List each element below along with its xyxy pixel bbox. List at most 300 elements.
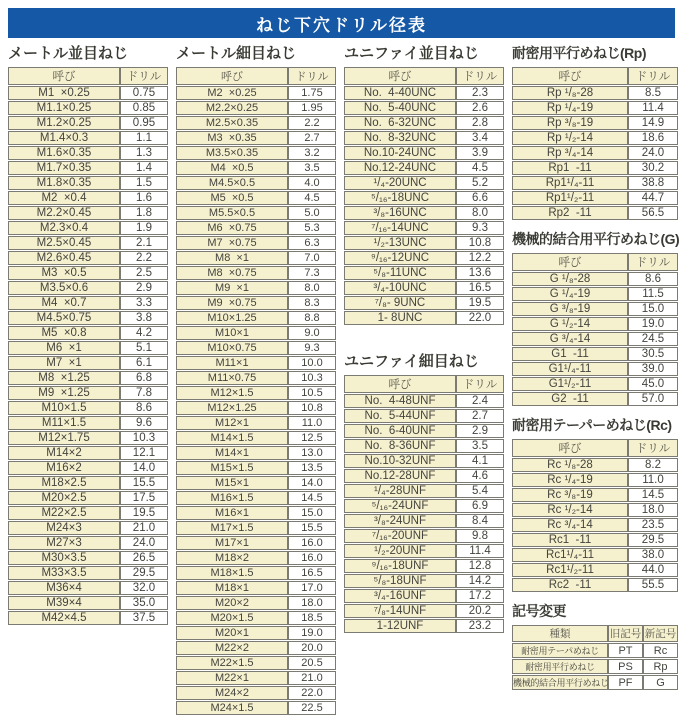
drill-value-cell: 0.95: [120, 116, 168, 130]
drill-value-cell: 11.5: [628, 287, 678, 301]
table-row: [176, 431, 336, 445]
drill-value-cell: 2.1: [120, 236, 168, 250]
table-row: [176, 491, 336, 505]
table-row: [8, 176, 168, 190]
drill-value-cell: 23.2: [456, 619, 504, 633]
thread-name-cell: Rp ³/₈-19: [512, 116, 628, 130]
drill-value-cell: 21.0: [120, 521, 168, 535]
thread-name-cell: M16×2: [8, 461, 120, 475]
thread-name-cell: M8 ×1.25: [8, 371, 120, 385]
drill-value-cell: 15.5: [288, 521, 336, 535]
table-row: [512, 548, 678, 562]
thread-name-cell: M4 ×0.7: [8, 296, 120, 310]
drill-value-cell: 18.0: [288, 596, 336, 610]
table-row: [344, 619, 504, 633]
thread-name-cell: No. 8-32UNC: [344, 131, 456, 145]
thread-name-cell: ¹/₂-13UNC: [344, 236, 456, 250]
drill-value-cell: 14.5: [288, 491, 336, 505]
drill-value-cell: 12.8: [456, 559, 504, 573]
thread-name-cell: Rc ¹/₈-28: [512, 458, 628, 472]
drill-value-cell: 12.1: [120, 446, 168, 460]
table-header-row: [8, 67, 168, 85]
table-row: [176, 326, 336, 340]
table-row: [8, 236, 168, 250]
thread-name-cell: G2 -11: [512, 392, 628, 406]
thread-name-cell: G ¹/₂-14: [512, 317, 628, 331]
table-row: [344, 101, 504, 115]
drill-value-cell: 2.6: [456, 101, 504, 115]
drill-value-cell: 16.0: [288, 536, 336, 550]
table-row: [512, 161, 678, 175]
thread-name-cell: No. 6-32UNC: [344, 116, 456, 130]
table-row: [344, 409, 504, 423]
drill-value-cell: 24.0: [628, 146, 678, 160]
drill-column-header: ドリル: [628, 253, 678, 271]
thread-name-cell: Rp ¹/₄-19: [512, 101, 628, 115]
table-row: [512, 675, 678, 690]
thread-name-cell: No. 6-40UNF: [344, 424, 456, 438]
section-heading-symbol-change: 記号変更: [512, 603, 566, 619]
thread-name-cell: M3 ×0.5: [8, 266, 120, 280]
thread-name-cell: M33×3.5: [8, 566, 120, 580]
drill-value-cell: 1.75: [288, 86, 336, 100]
page-title: ねじ下穴ドリル径表: [256, 15, 427, 35]
thread-name-cell: M12×1.75: [8, 431, 120, 445]
drill-value-cell: 32.0: [120, 581, 168, 595]
drill-value-cell: 57.0: [628, 392, 678, 406]
table-row: [176, 581, 336, 595]
thread-name-cell: G ³/₈-19: [512, 302, 628, 316]
table-row: [344, 484, 504, 498]
drill-value-cell: 44.0: [628, 563, 678, 577]
name-column-header: 呼び: [176, 67, 288, 85]
table-row: [8, 296, 168, 310]
thread-name-cell: Rp2 -11: [512, 206, 628, 220]
drill-value-cell: 1.9: [120, 221, 168, 235]
table-row: [512, 176, 678, 190]
drill-value-cell: 15.5: [120, 476, 168, 490]
table-row: [8, 596, 168, 610]
drill-value-cell: 10.3: [288, 371, 336, 385]
drill-value-cell: 45.0: [628, 377, 678, 391]
table-row: [176, 656, 336, 670]
table-row: [8, 431, 168, 445]
drill-value-cell: 3.4: [456, 131, 504, 145]
drill-value-cell: 30.2: [628, 161, 678, 175]
drill-value-cell: 8.6: [628, 272, 678, 286]
drill-value-cell: 8.2: [628, 458, 678, 472]
drill-value-cell: 14.0: [288, 476, 336, 490]
thread-name-cell: ⁷/₁₆-20UNF: [344, 529, 456, 543]
drill-value-cell: 1.95: [288, 101, 336, 115]
drill-value-cell: 6.1: [120, 356, 168, 370]
thread-name-cell: G1 -11: [512, 347, 628, 361]
thread-name-cell: ⁷/₁₆-14UNC: [344, 221, 456, 235]
table-row: [512, 302, 678, 316]
table-row: [176, 356, 336, 370]
table-row: [512, 643, 678, 658]
thread-name-cell: M10×1.5: [8, 401, 120, 415]
table-row: [344, 604, 504, 618]
thread-name-cell: ⁵/₈-18UNF: [344, 574, 456, 588]
table-row: [8, 611, 168, 625]
table-row: [176, 596, 336, 610]
thread-name-cell: M10×1.25: [176, 311, 288, 325]
thread-name-cell: Rc ¹/₄-19: [512, 473, 628, 487]
table-row: [512, 377, 678, 391]
drill-value-cell: 13.0: [288, 446, 336, 460]
table-row: [344, 146, 504, 160]
thread-name-cell: M17×1: [176, 536, 288, 550]
drill-value-cell: 15.0: [628, 302, 678, 316]
thread-name-cell: M6 ×1: [8, 341, 120, 355]
drill-value-cell: 9.0: [288, 326, 336, 340]
thread-name-cell: M3.5×0.35: [176, 146, 288, 160]
section-heading-rp: 耐密用平行めねじ(Rp): [512, 45, 646, 61]
thread-name-cell: Rc ³/₄-14: [512, 518, 628, 532]
drill-value-cell: 19.0: [288, 626, 336, 640]
drill-value-cell: Rp: [643, 659, 678, 674]
thread-name-cell: ⁵/₈-11UNC: [344, 266, 456, 280]
drill-value-cell: 8.4: [456, 514, 504, 528]
drill-value-cell: 2.4: [456, 394, 504, 408]
thread-name-cell: M15×1: [176, 476, 288, 490]
section-heading-g: 機械的結合用平行めねじ(G): [512, 231, 680, 247]
drill-value-cell: 20.0: [288, 641, 336, 655]
thread-name-cell: M7 ×1: [8, 356, 120, 370]
table-row: [512, 116, 678, 130]
thread-name-cell: 1- 8UNC: [344, 311, 456, 325]
drill-column-header: ドリル: [120, 67, 168, 85]
thread-name-cell: 1-12UNF: [344, 619, 456, 633]
table-row: [344, 499, 504, 513]
drill-value-cell: 9.3: [456, 221, 504, 235]
thread-name-cell: Rp1 -11: [512, 161, 628, 175]
thread-name-cell: M20×1: [176, 626, 288, 640]
drill-value-cell: 1.6: [120, 191, 168, 205]
table-row: [176, 281, 336, 295]
table-header-row: [344, 67, 504, 85]
table-row: [8, 161, 168, 175]
drill-value-cell: 6.6: [456, 191, 504, 205]
thread-name-cell: M24×2: [176, 686, 288, 700]
table-row: [8, 506, 168, 520]
table-row: [344, 206, 504, 220]
drill-value-cell: 8.5: [628, 86, 678, 100]
thread-name-cell: M8 ×0.75: [176, 266, 288, 280]
thread-name-cell: M20×1.5: [176, 611, 288, 625]
table-row: [8, 281, 168, 295]
thread-name-cell: M9 ×0.75: [176, 296, 288, 310]
drill-value-cell: 14.9: [628, 116, 678, 130]
table-row: [512, 272, 678, 286]
drill-value-cell: 11.4: [456, 544, 504, 558]
thread-name-cell: G ¹/₄-19: [512, 287, 628, 301]
thread-name-cell: M3 ×0.35: [176, 131, 288, 145]
table-row: [344, 589, 504, 603]
table-row: [344, 394, 504, 408]
table-row: [8, 401, 168, 415]
table-row: [176, 701, 336, 715]
thread-name-cell: M10×1: [176, 326, 288, 340]
drill-value-cell: 4.2: [120, 326, 168, 340]
drill-value-cell: 5.1: [120, 341, 168, 355]
thread-name-cell: M11×1.5: [8, 416, 120, 430]
drill-value-cell: PS: [608, 659, 643, 674]
drill-value-cell: 20.2: [456, 604, 504, 618]
drill-value-cell: G: [643, 675, 678, 690]
table-row: [8, 311, 168, 325]
drill-value-cell: 9.3: [288, 341, 336, 355]
drill-value-cell: 18.6: [628, 131, 678, 145]
table-row: [176, 401, 336, 415]
thread-name-cell: M36×4: [8, 581, 120, 595]
table-row: [344, 559, 504, 573]
drill-value-cell: 8.0: [456, 206, 504, 220]
drill-value-cell: 23.5: [628, 518, 678, 532]
thread-name-cell: Rp1¹/₄-11: [512, 176, 628, 190]
drill-value-cell: 3.9: [456, 146, 504, 160]
thread-name-cell: 耐密用平行めねじ: [512, 659, 608, 674]
table-row: [176, 101, 336, 115]
thread-name-cell: M42×4.5: [8, 611, 120, 625]
table-row: [8, 326, 168, 340]
table-row: [512, 488, 678, 502]
table-row: [344, 131, 504, 145]
drill-value-cell: 3.3: [120, 296, 168, 310]
drill-value-cell: 55.5: [628, 578, 678, 592]
thread-name-cell: M1.4×0.3: [8, 131, 120, 145]
table-row: [176, 266, 336, 280]
thread-name-cell: M2.5×0.45: [8, 236, 120, 250]
table-row: [8, 341, 168, 355]
table-row: [8, 191, 168, 205]
table-row: [176, 311, 336, 325]
drill-value-cell: 19.0: [628, 317, 678, 331]
drill-value-cell: 22.5: [288, 701, 336, 715]
thread-name-cell: No. 5-40UNC: [344, 101, 456, 115]
drill-value-cell: 14.5: [628, 488, 678, 502]
thread-name-cell: Rc2 -11: [512, 578, 628, 592]
thread-name-cell: M24×1.5: [176, 701, 288, 715]
table-row: [8, 551, 168, 565]
thread-name-cell: M22×2.5: [8, 506, 120, 520]
drill-value-cell: 38.8: [628, 176, 678, 190]
table-row: [176, 671, 336, 685]
drill-value-cell: 13.6: [456, 266, 504, 280]
rc-thread-table: [512, 438, 678, 593]
thread-name-cell: Rc ³/₈-19: [512, 488, 628, 502]
drill-value-cell: 4.0: [288, 176, 336, 190]
thread-name-cell: M12×1.5: [176, 386, 288, 400]
drill-value-cell: PT: [608, 643, 643, 658]
table-row: [344, 469, 504, 483]
thread-name-cell: M9 ×1.25: [8, 386, 120, 400]
drill-value-cell: 10.8: [288, 401, 336, 415]
thread-name-cell: M12×1: [176, 416, 288, 430]
thread-name-cell: M24×3: [8, 521, 120, 535]
thread-name-cell: ⁷/₈- 9UNC: [344, 296, 456, 310]
table-row: [176, 371, 336, 385]
table-row: [344, 266, 504, 280]
column-metric-coarse: [8, 44, 168, 626]
table-row: [512, 347, 678, 361]
thread-name-cell: Rp ¹/₂-14: [512, 131, 628, 145]
thread-name-cell: ⁷/₈-14UNF: [344, 604, 456, 618]
metric-coarse-table: [8, 66, 168, 626]
table-row: [8, 416, 168, 430]
drill-value-cell: 20.5: [288, 656, 336, 670]
table-row: [176, 221, 336, 235]
table-row: [344, 529, 504, 543]
thread-name-cell: ¹/₄-20UNC: [344, 176, 456, 190]
table-row: [176, 626, 336, 640]
thread-name-cell: No. 8-36UNF: [344, 439, 456, 453]
table-row: [344, 439, 504, 453]
section-heading-metric-fine: メートル細目ねじ: [176, 45, 297, 62]
g-thread-table: [512, 252, 678, 407]
thread-name-cell: M11×1: [176, 356, 288, 370]
section-heading-unified-coarse: ユニファイ並目ねじ: [344, 45, 479, 62]
drill-value-cell: 8.0: [288, 281, 336, 295]
table-row: [176, 206, 336, 220]
table-row: [176, 146, 336, 160]
section-heading-rc: 耐密用テーパーめねじ(Rc): [512, 417, 672, 433]
thread-name-cell: G1¹/₄-11: [512, 362, 628, 376]
thread-name-cell: M14×1.5: [176, 431, 288, 445]
drill-value-cell: 10.8: [456, 236, 504, 250]
thread-name-cell: M2.6×0.45: [8, 251, 120, 265]
drill-value-cell: 5.3: [288, 221, 336, 235]
table-row: [176, 341, 336, 355]
thread-name-cell: ³/₄-16UNF: [344, 589, 456, 603]
table-row: [512, 332, 678, 346]
table-row: [8, 371, 168, 385]
thread-name-cell: M22×2: [176, 641, 288, 655]
drill-value-cell: 17.5: [120, 491, 168, 505]
table-row: [344, 176, 504, 190]
table-row: [512, 317, 678, 331]
drill-value-cell: 26.5: [120, 551, 168, 565]
table-row: [176, 236, 336, 250]
table-row: [344, 311, 504, 325]
thread-name-cell: Rp ³/₄-14: [512, 146, 628, 160]
thread-name-cell: ⁹/₁₆-12UNC: [344, 251, 456, 265]
table-row: [512, 287, 678, 301]
name-column-header: 呼び: [344, 375, 456, 393]
thread-name-cell: Rp ¹/₈-28: [512, 86, 628, 100]
thread-name-cell: M1.1×0.25: [8, 101, 120, 115]
drill-value-cell: 3.5: [456, 439, 504, 453]
table-row: [512, 362, 678, 376]
thread-name-cell: Rc1¹/₄-11: [512, 548, 628, 562]
thread-name-cell: M30×3.5: [8, 551, 120, 565]
thread-name-cell: No.12-28UNF: [344, 469, 456, 483]
drill-value-cell: 2.9: [456, 424, 504, 438]
thread-name-cell: M22×1: [176, 671, 288, 685]
table-row: [8, 521, 168, 535]
table-row: [176, 566, 336, 580]
thread-name-cell: No.10-32UNF: [344, 454, 456, 468]
drill-value-cell: 11.0: [288, 416, 336, 430]
drill-value-cell: 2.5: [120, 266, 168, 280]
thread-name-cell: M16×1: [176, 506, 288, 520]
table-row: [344, 281, 504, 295]
thread-name-cell: M5 ×0.5: [176, 191, 288, 205]
drill-value-cell: 2.2: [120, 251, 168, 265]
table-row: [8, 101, 168, 115]
unified-coarse-table: [344, 66, 504, 326]
table-row: [8, 386, 168, 400]
drill-value-cell: 0.75: [120, 86, 168, 100]
table-row: [8, 206, 168, 220]
name-column-header: 呼び: [512, 439, 628, 457]
unified-fine-table: [344, 374, 504, 634]
thread-name-cell: Rc ¹/₂-14: [512, 503, 628, 517]
table-header-row: [176, 67, 336, 85]
table-row: [344, 424, 504, 438]
thread-name-cell: M1.6×0.35: [8, 146, 120, 160]
thread-name-cell: M18×1: [176, 581, 288, 595]
table-row: [344, 454, 504, 468]
table-row: [176, 611, 336, 625]
thread-name-cell: M4 ×0.5: [176, 161, 288, 175]
table-row: [8, 86, 168, 100]
drill-value-cell: 1.1: [120, 131, 168, 145]
table-row: [512, 146, 678, 160]
table-row: [512, 473, 678, 487]
rp-thread-table: [512, 66, 678, 221]
table-row: [176, 686, 336, 700]
thread-name-cell: No. 5-44UNF: [344, 409, 456, 423]
thread-name-cell: M10×0.75: [176, 341, 288, 355]
drill-value-cell: 44.7: [628, 191, 678, 205]
drill-value-cell: 38.0: [628, 548, 678, 562]
drill-value-cell: Rc: [643, 643, 678, 658]
table-header-row: [512, 439, 678, 457]
drill-value-cell: 19.5: [456, 296, 504, 310]
table-row: [344, 574, 504, 588]
drill-column-header: ドリル: [288, 67, 336, 85]
table-row: [176, 86, 336, 100]
table-row: [176, 551, 336, 565]
drill-value-cell: 8.3: [288, 296, 336, 310]
thread-name-cell: Rc1¹/₂-11: [512, 563, 628, 577]
thread-name-cell: M20×2: [176, 596, 288, 610]
table-row: [512, 533, 678, 547]
table-row: [344, 161, 504, 175]
thread-name-cell: M4.5×0.75: [8, 311, 120, 325]
thread-name-cell: M4.5×0.5: [176, 176, 288, 190]
thread-name-cell: M7 ×0.75: [176, 236, 288, 250]
table-row: [176, 191, 336, 205]
table-row: [512, 86, 678, 100]
table-header-row: [512, 625, 678, 642]
thread-name-cell: M27×3: [8, 536, 120, 550]
thread-name-cell: ³/₈-16UNC: [344, 206, 456, 220]
table-row: [344, 544, 504, 558]
drill-value-cell: 2.3: [456, 86, 504, 100]
drill-value-cell: 9.6: [120, 416, 168, 430]
section-heading-unified-fine: ユニファイ細目ねじ: [344, 353, 479, 370]
drill-value-cell: 2.7: [288, 131, 336, 145]
drill-value-cell: 4.6: [456, 469, 504, 483]
new-symbol-column-header: 新記号: [643, 625, 678, 642]
table-row: [176, 176, 336, 190]
thread-name-cell: M18×2: [176, 551, 288, 565]
thread-name-cell: No. 4-48UNF: [344, 394, 456, 408]
thread-name-cell: ⁹/₁₆-18UNF: [344, 559, 456, 573]
